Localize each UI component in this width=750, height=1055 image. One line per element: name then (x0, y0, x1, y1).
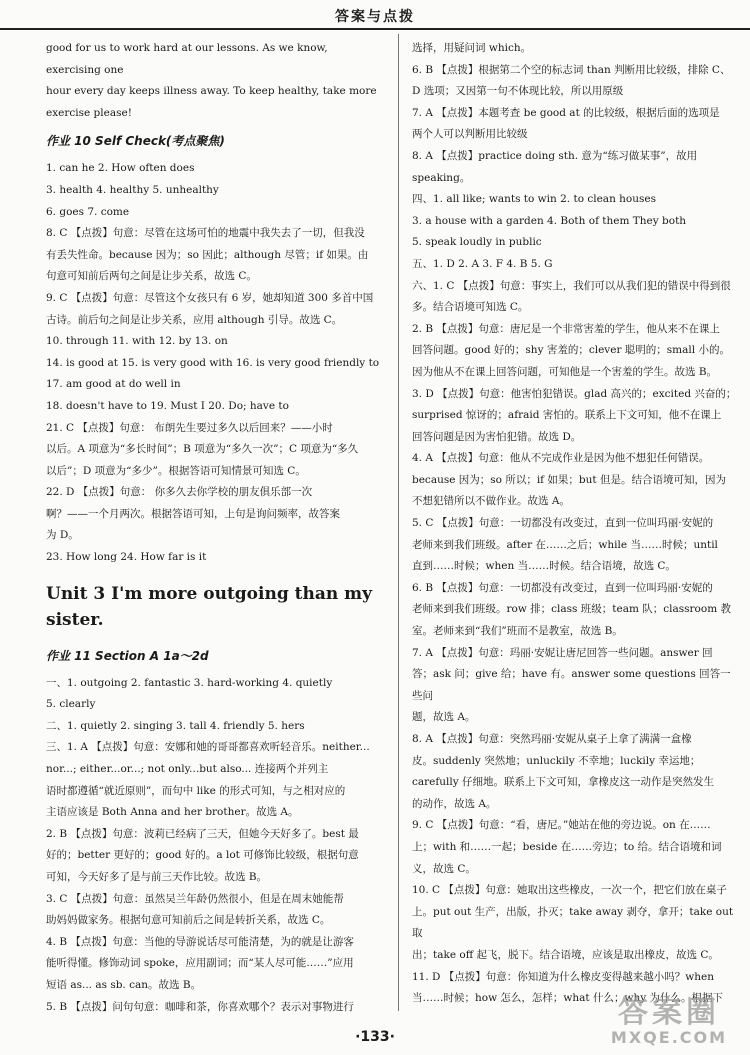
answer-line: 当……时候；how 怎么，怎样；what 什么；why 为什么。根据下 (412, 992, 723, 1005)
part-four-to-six-answers (412, 189, 738, 1010)
answer-line: surprised 惊讶的；afraid 害怕的。联系上下文可知，他不在课上 (412, 409, 722, 422)
answer-line: 皮。suddenly 突然地；unluckily 不幸地；luckily 幸运地； (412, 754, 701, 767)
answer-line: 多。结合语境可知选 C。 (412, 301, 529, 314)
section-11-title: 作业 11 Section A 1a～2d (46, 648, 209, 663)
answer-line: 有丢失性命。because 因为；so 因此；although 尽管；if 如果。由 (46, 248, 369, 261)
answer-line: 6. goes 7. come (46, 205, 130, 218)
answer-line: 语时都遵循“就近原则”，而句中 like 的形式可知，与之相对应的 (46, 784, 346, 797)
answer-line: 五、1. D 2. A 3. F 4. B 5. G (412, 257, 553, 270)
answer-line: because 因为；so 所以；if 如果；but 但是。结合语境可知，因为 (412, 473, 726, 486)
answer-line: 11. D 【点拨】句意：你知道为什么橡皮变得越来越小吗？when (412, 970, 715, 983)
answer-line: 17. am good at do well in (46, 378, 181, 391)
answer-line: 2. B 【点拨】句意：唐尼是一个非常害羞的学生，他从来不在课上 (412, 322, 720, 335)
answer-line: 7. A 【点拨】本题考查 be good at 的比较级，根据后面的选项是 (412, 106, 720, 119)
answer-line: 上。put out 生产，出版，扑灭；take away 剥夺，拿开；take out 取 (412, 905, 734, 940)
unit-title: Unit 3 I'm more outgoing than my sister. (46, 583, 373, 630)
text-line: good for us to work hard at our lessons. As we know, exercising one (46, 42, 328, 76)
page-header (0, 0, 750, 30)
answer-line: 7. A 【点拨】句意：玛丽·安妮让唐尼回答一些问题。answer 回 (412, 646, 713, 659)
answer-line: 22. D 【点拨】句意： 你多久去你学校的朋友俱乐部一次 (46, 486, 313, 499)
answer-line: 3. C 【点拨】句意：虽然吴兰年龄仍然很小，但是在周末她能帮 (46, 892, 344, 905)
answer-line: 义，故选 C。 (412, 862, 476, 875)
right-column (412, 38, 738, 1015)
answer-line: 句意可知前后两句之间是让步关系，故选 C。 (46, 270, 257, 283)
answer-line: 4. A 【点拨】句意：他从不完成作业是因为他不想犯任何错误。 (412, 452, 710, 465)
answer-line: 5. B 【点拨】问句句意：咖啡和茶，你喜欢哪个？表示对事物进行 (46, 1000, 354, 1013)
section-10-answers (46, 158, 384, 568)
answer-line: 1. can he 2. How often does (46, 162, 195, 175)
answer-line: 主语应该是 Both Anna and her brother。故选 A。 (46, 806, 299, 819)
answer-line: 3. health 4. healthy 5. unhealthy (46, 183, 219, 196)
answer-line: 10. through 11. with 12. by 13. on (46, 335, 228, 348)
answer-line: 答；ask 问；give 给；have 有。answer some questions 回答一些问 (412, 668, 731, 702)
answer-line: 8. A 【点拨】practice doing sth. 意为“练习做某事”，故用 (412, 149, 698, 162)
answer-line: 8. C 【点拨】句意：尽管在这场可怕的地震中我失去了一切，但我没 (46, 227, 365, 240)
answer-line: 3. D 【点拨】句意：他害怕犯错误。glad 高兴的；excited 兴奋的； (412, 387, 737, 400)
watermark-top: 答案圈 (618, 995, 720, 1030)
watermark-bottom: MXQE.COM (610, 1028, 728, 1047)
answer-line: 5. clearly (46, 698, 96, 711)
answer-line: 一、1. outgoing 2. fantastic 3. hard-working 4. quietly (46, 676, 333, 689)
left-column (46, 38, 384, 1015)
answer-line: 二、1. quietly 2. singing 3. tall 4. friendly 5. hers (46, 719, 305, 732)
answer-line: 出；take off 起飞，脱下。结合语境，应该是取出橡皮，故选 C。 (412, 948, 719, 961)
answer-line: 能听得懂。修饰动词 spoke，应用副词；而“某人尽可能……”应用 (46, 957, 354, 970)
answer-line: 18. doesn't have to 19. Must I 20. Do; have to (46, 399, 289, 412)
answer-line: carefully 仔细地。联系上下文可知，拿橡皮这一动作是突然发生 (412, 776, 715, 789)
answer-line: 2. B 【点拨】句意：波莉已经病了三天，但她今天好多了。best 最 (46, 827, 359, 840)
answer-line: 因为他从不在课上回答问题，可知他是一个害羞的学生。故选 B。 (412, 365, 718, 378)
answer-line: 回答问题是因为害怕犯错。故选 D。 (412, 430, 582, 443)
answer-line: 老师来到我们班级。after 在……之后；while 当……时候；until (412, 538, 718, 551)
answer-line: 古诗。前后句之间是让步关系，应用 although 引导。故选 C。 (46, 313, 343, 326)
answer-line: 直到……时候；when 当……时候。结合语境，故选 C。 (412, 560, 676, 573)
answer-line: 四、1. all like; wants to win 2. to clean houses (412, 193, 657, 206)
answer-line: 14. is good at 15. is very good with 16. is very good friendly to (46, 356, 380, 369)
watermark-logo (594, 997, 744, 1051)
answer-line: 6. B 【点拨】句意：一切都没有改变过，直到一位叫玛丽·安妮的 (412, 581, 713, 594)
answer-line: 不想犯错所以不做作业。故选 A。 (412, 495, 570, 508)
continued-answers (412, 38, 738, 189)
answer-line: 老师来到我们班级。row 排；class 班级；team 队；classroom 教 (412, 603, 731, 616)
answer-line: 8. A 【点拨】句意：突然玛丽·安妮从桌子上拿了满满一盒橡 (412, 733, 692, 745)
answer-line: 上；with 和……一起；beside 在……旁边；to 给。结合语境和词 (412, 840, 722, 853)
answer-line: 为 D。 (46, 529, 79, 542)
answer-line: 21. C 【点拨】句意： 布朗先生要过多久以后回来？——小时 (46, 421, 333, 434)
header-title: 答案与点拨 (335, 9, 415, 25)
answer-line: 以后。A 项意为“多长时间”；B 项意为“多久一次”；C 项意为“多久 (46, 443, 359, 456)
text-line: exercise please! (46, 106, 132, 119)
answer-line: 可知，今天好多了是与前三天作比较。故选 B。 (46, 871, 268, 883)
answer-line: 啊？——一个月两次。根据答语可知，上句是询问频率，故答案 (46, 507, 340, 520)
answer-line: 23. How long 24. How far is it (46, 551, 207, 564)
answer-line: nor...; either...or...; not only...but also... 连接两个并列主 (46, 763, 329, 776)
answer-line: 5. speak loudly in public (412, 236, 542, 249)
text-line: hour every day keeps illness away. To keep healthy, take more (46, 85, 377, 98)
answer-line: 以后”；D 项意为“多少”。根据答语可知情景可知选 C。 (46, 464, 306, 477)
answer-line: 六、1. C 【点拨】句意：事实上，我们可以从我们犯的错误中得到很 (412, 279, 731, 292)
answer-line: 3. a house with a garden 4. Both of them They both (412, 214, 687, 227)
page-number: ·133· (355, 1029, 395, 1045)
answer-line: 室。老师来到“我们”班而不是教室，故选 B。 (412, 625, 623, 638)
answer-line: 两个人可以判断用比较级 (412, 128, 528, 141)
section-11-answers (46, 673, 384, 1015)
answer-line: 9. C 【点拨】句意：“看，唐尼。”她站在他的旁边说。on 在…… (412, 819, 711, 832)
answer-line: 助妈妈做家务。根据句意可知前后之间是转折关系，故选 C。 (46, 914, 331, 927)
intro-text (46, 38, 384, 124)
answer-line: 三、1. A 【点拨】句意：安娜和她的哥哥都喜欢听轻音乐。neither... (46, 741, 370, 754)
column-divider (398, 34, 399, 1011)
answer-line: speaking。 (412, 171, 471, 184)
answer-line: 回答问题。good 好的；shy 害羞的；clever 聪明的；small 小的。 (412, 344, 730, 357)
answer-line: 的动作，故选 A。 (412, 797, 497, 810)
answer-line: 短语 as... as sb. can。故选 B。 (46, 978, 202, 991)
answer-line: 4. B 【点拨】句意：当他的导游说话尽可能清楚，为的就是让游客 (46, 935, 354, 948)
answer-line: 10. C 【点拨】句意：她取出这些橡皮，一次一个，把它们放在桌子 (412, 884, 727, 897)
answer-line: 9. C 【点拨】句意：尽管这个女孩只有 6 岁，她却知道 300 多首中国 (46, 291, 374, 304)
answer-line: 6. B 【点拨】根据第二个空的标志词 than 判断用比较级，排除 C、 (412, 63, 731, 76)
answer-line: 5. C 【点拨】句意：一切都没有改变过，直到一位叫玛丽·安妮的 (412, 517, 714, 530)
answer-line: 好的；better 更好的；good 好的。a lot 可修饰比较级，根据句意 (46, 849, 359, 862)
answer-line: 题，故选 A。 (412, 711, 476, 724)
answer-line: D 选项；又因第一句不体现比较，所以用原级 (412, 85, 624, 98)
section-10-title: 作业 10 Self Check(考点聚焦) (46, 134, 225, 149)
answer-line: 选择，用疑问词 which。 (412, 42, 532, 54)
